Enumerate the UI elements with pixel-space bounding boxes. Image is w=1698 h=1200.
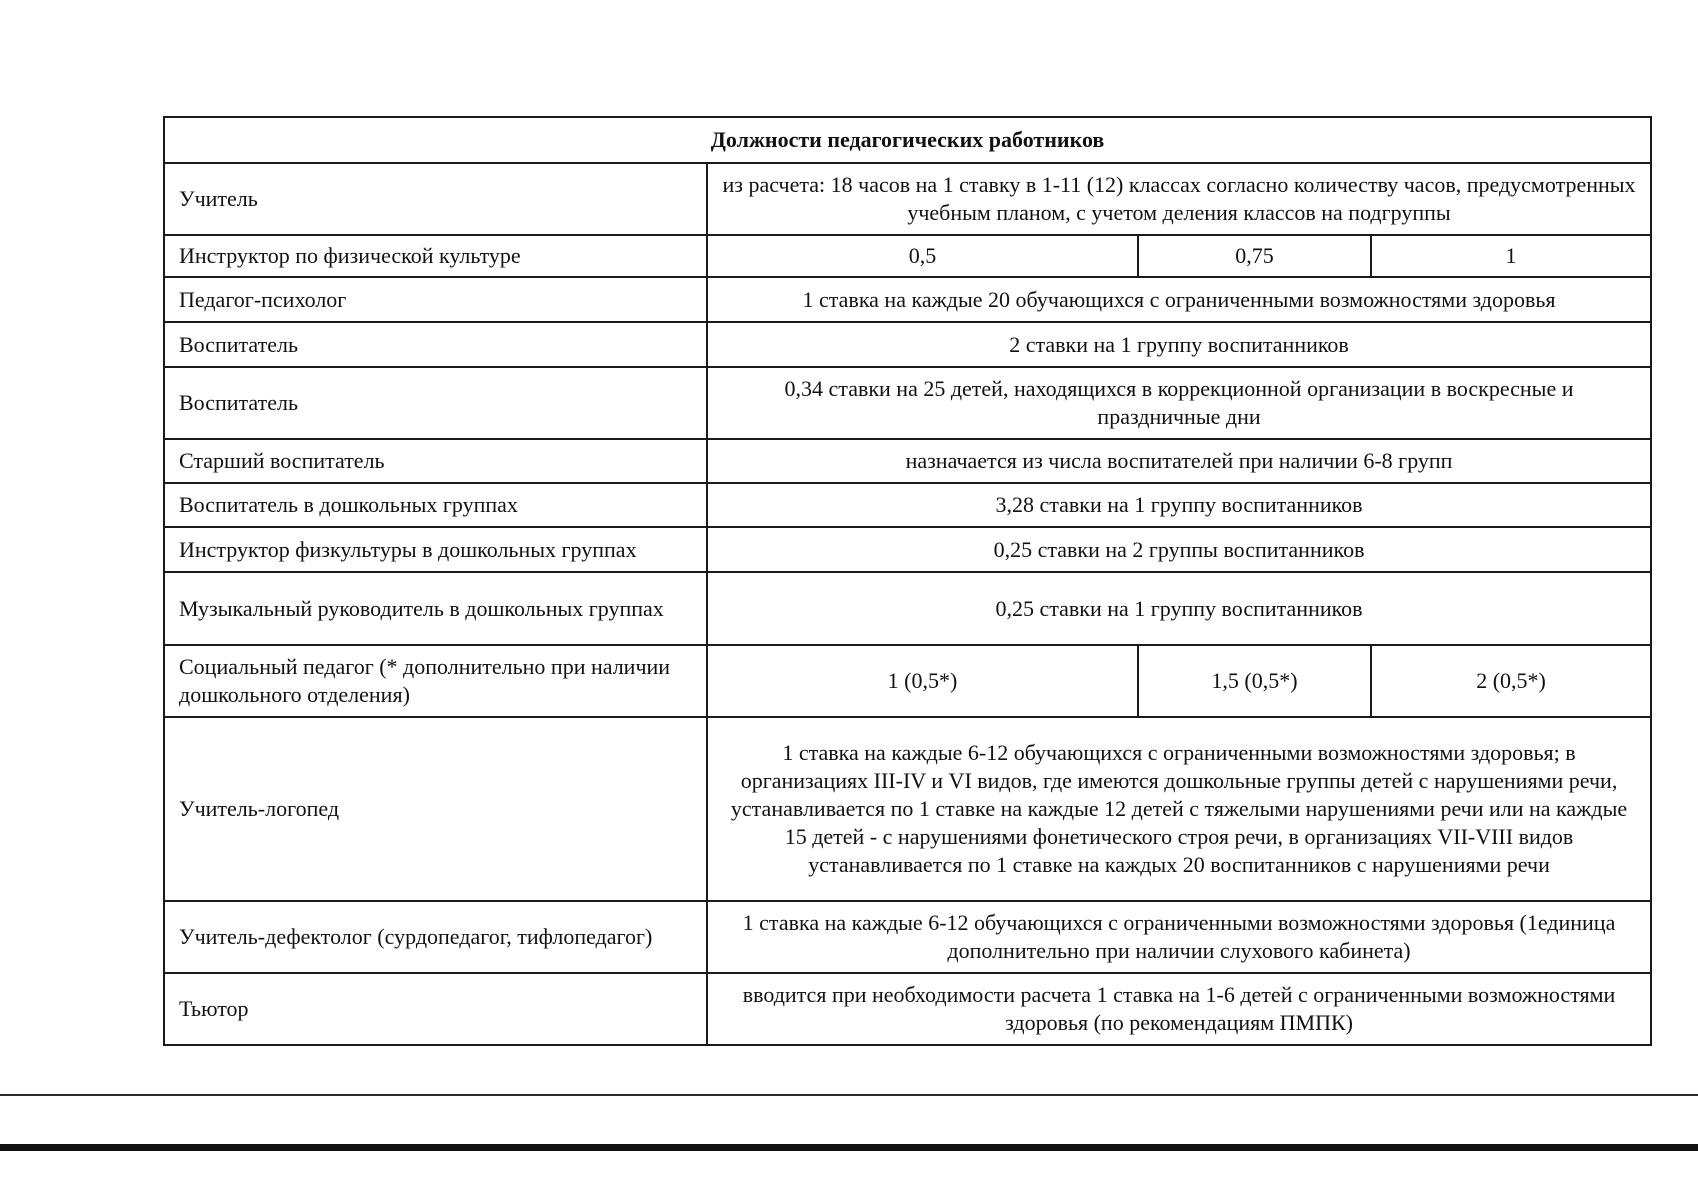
- position-cell: Воспитатель: [164, 322, 707, 367]
- table-row: [164, 901, 1651, 973]
- value-cell: 0,75: [1138, 235, 1371, 277]
- table-row: [164, 322, 1651, 367]
- table-header-row: [164, 117, 1651, 163]
- position-cell: Воспитатель: [164, 367, 707, 439]
- table-row: [164, 645, 1651, 717]
- norm-cell: назначается из числа воспитателей при наличии 6-8 групп: [707, 439, 1651, 483]
- table-row: [164, 163, 1651, 235]
- table-row: [164, 277, 1651, 322]
- norm-cell: 1 ставка на каждые 6-12 обучающихся с ограниченными возможностями здоровья; в организациях III-IV и VI видов, где имеются дошкольные группы детей с нарушениями речи, устанавливается по 1 ставке на каждые 12 детей с тяжелыми нарушениями речи или на каждые 15 детей - с нарушениями фонетического строя речи, в организациях VII-VIII видов устанавливается по 1 ставке на каждых 20 воспитанников с нарушениями речи: [707, 717, 1651, 901]
- value-cell: 1,5 (0,5*): [1138, 645, 1371, 717]
- position-cell: Учитель-дефектолог (сурдопедагог, тифлопедагог): [164, 901, 707, 973]
- position-cell: Социальный педагог (* дополнительно при наличии дошкольного отделения): [164, 645, 707, 717]
- position-cell: Инструктор по физической культуре: [164, 235, 707, 277]
- norm-cell: 0,25 ставки на 2 группы воспитанников: [707, 527, 1651, 572]
- table-row: [164, 235, 1651, 277]
- position-cell: Воспитатель в дошкольных группах: [164, 483, 707, 527]
- position-cell: Тьютор: [164, 973, 707, 1045]
- table-row: [164, 483, 1651, 527]
- norm-cell: 0,34 ставки на 25 детей, находящихся в коррекционной организации в воскресные и праздничные дни: [707, 367, 1651, 439]
- table-row: [164, 717, 1651, 901]
- norm-cell: 2 ставки на 1 группу воспитанников: [707, 322, 1651, 367]
- norm-cell: из расчета: 18 часов на 1 ставку в 1-11 (12) классах согласно количеству часов, предусмотренных учебным планом, с учетом деления классов на подгруппы: [707, 163, 1651, 235]
- value-cell: 1: [1371, 235, 1651, 277]
- value-cell: 1 (0,5*): [707, 645, 1138, 717]
- norm-cell: 0,25 ставки на 1 группу воспитанников: [707, 572, 1651, 645]
- norm-cell: 3,28 ставки на 1 группу воспитанников: [707, 483, 1651, 527]
- page-divider-thin: [0, 1094, 1698, 1096]
- staffing-norms-table: [163, 116, 1652, 1046]
- position-cell: Педагог-психолог: [164, 277, 707, 322]
- table-row: [164, 527, 1651, 572]
- position-cell: Музыкальный руководитель в дошкольных группах: [164, 572, 707, 645]
- value-cell: 0,5: [707, 235, 1138, 277]
- table-row: [164, 572, 1651, 645]
- value-cell: 2 (0,5*): [1371, 645, 1651, 717]
- position-cell: Учитель: [164, 163, 707, 235]
- position-cell: Учитель-логопед: [164, 717, 707, 901]
- norm-cell: 1 ставка на каждые 20 обучающихся с ограниченными возможностями здоровья: [707, 277, 1651, 322]
- table-row: [164, 973, 1651, 1045]
- page-divider-thick: [0, 1144, 1698, 1151]
- table-header: Должности педагогических работников: [164, 117, 1651, 163]
- norm-cell: 1 ставка на каждые 6-12 обучающихся с ограниченными возможностями здоровья (1единица дополнительно при наличии слухового кабинета): [707, 901, 1651, 973]
- position-cell: Старший воспитатель: [164, 439, 707, 483]
- position-cell: Инструктор физкультуры в дошкольных группах: [164, 527, 707, 572]
- table-row: [164, 439, 1651, 483]
- norm-cell: вводится при необходимости расчета 1 ставка на 1-6 детей с ограниченными возможностями здоровья (по рекомендациям ПМПК): [707, 973, 1651, 1045]
- table-row: [164, 367, 1651, 439]
